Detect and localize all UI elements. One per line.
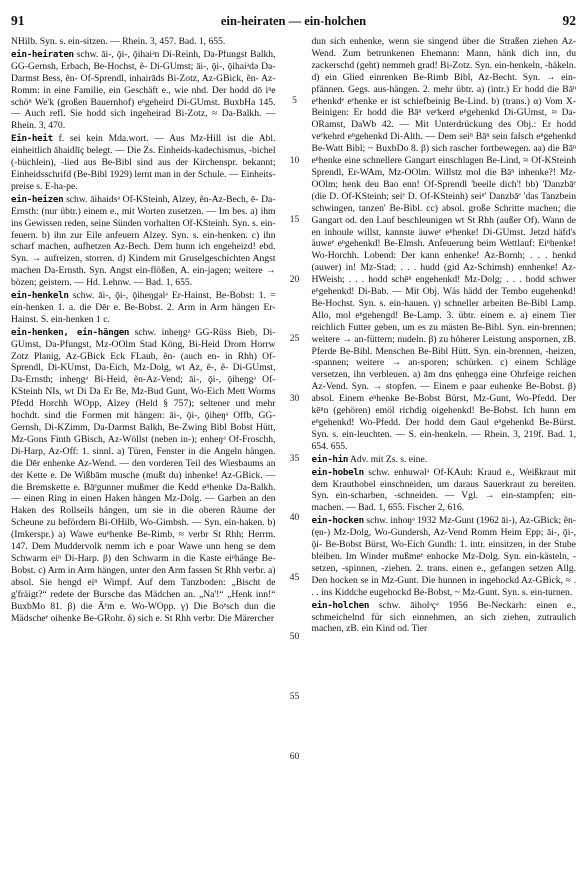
entry-lemma: ein-hocken [311, 515, 364, 527]
entry-text: schw. inhoŋᵊ 1932 Mz-Gunt (1962 āi-), Az-GBick; ẽn- (ęn-) Mz-Dolg, Wo-Gundersh, Az-Vend Romm Heim Epp; āi-, ǭi-, ǭi- Be-Bobst Bürst, Wo-Eich Gundh: 1. intr. einsitzen, in der Stube bleiben. Im Winder mußmeᵉ enhocke Mz-Dolg. Syn. ein-kästeln, -setzen, -spinnen, -ziehen. 2. trans. einen e., gefangen setzen Allg. Den hocken se in Mz-Gunt. Die hunnen in ingehockd Az-GBick, ≈ . . . ins Kiddche eugehockd Be-Bobst, ~ Mz-Gunt. Syn. s. ein-turnen. [311, 515, 576, 598]
entry-lemma: ein-holchen [311, 599, 370, 611]
dictionary-entry [312, 467, 577, 515]
entry-lemma: ein-heiraten [11, 48, 74, 60]
entry-text: NHilb. Syn. s. ein-sitzen. — Rhein. 3, 457. Bad. 1, 655. [11, 36, 226, 47]
line-number: 50 [289, 632, 300, 643]
dictionary-entry [11, 49, 276, 132]
line-number: 60 [289, 751, 300, 762]
entry-lemma: Ein-heit [11, 133, 53, 145]
dictionary-entry [11, 194, 276, 289]
dictionary-entry [11, 290, 276, 326]
page-header [11, 10, 576, 32]
line-number: 15 [289, 215, 300, 226]
line-number: 5 [292, 96, 297, 106]
entry-lemma: ein-henken, ein-hängen [11, 326, 130, 338]
line-number: 55 [289, 692, 300, 702]
dictionary-entry [11, 327, 276, 625]
entry-text: schw. enhuwəlᵊ Of-KAuh: Kraud e., Weißkraut mit dem Krauthobel einschneiden, um daraus Sauerkraut zu bereiten. Syn. ein-scharben, -schneiden. — Vgl. → ein-stampfen; ein-machen. — Bad. 1, 655. Fischer 2, 616. [311, 466, 576, 514]
entry-text: f. sei kein Mda.wort. — Aus Mz-Hill ist die Abl. einheitlich āhaidlīç belegt. — Die Zs. Einheids-kadechismus, -bichel (-büchlein), -lied aus Be-Bibl sind aus der Kirchenspr. bekannt; Einheidsschrifd (Be-Bibl 1929) lernt man in der Schule. — Einheits-preise s. E-ha-pe. [11, 133, 276, 192]
dictionary-entry [11, 133, 276, 193]
line-number: 45 [289, 572, 300, 583]
line-number: 30 [289, 394, 300, 404]
dictionary-entry [312, 600, 577, 636]
right-column [306, 36, 577, 868]
two-column-body [11, 36, 576, 868]
line-number-gutter [284, 36, 306, 868]
entry-text: schw. āiholᵊçᵊ 1956 Be-Neckarh: einen e., schmeichelnd für sich einnehmen, an sich ziehen, zutraulich machen, zB. ein Kind od. Tier [311, 599, 576, 635]
line-number: 40 [289, 513, 300, 524]
left-column [11, 36, 284, 868]
dictionary-entry [312, 36, 577, 453]
line-number: 10 [289, 155, 300, 166]
entry-lemma: ein-heizen [11, 193, 64, 205]
dictionary-entry [11, 36, 276, 48]
entry-text: Adv. mit Zs. s. eine. [348, 453, 428, 465]
entry-lemma: ein-hobeln [311, 466, 364, 478]
dictionary-entry [312, 515, 577, 598]
entry-lemma: ein-henkeln [11, 290, 69, 302]
entry-text: schw. āi-, ǭi-, ǭihaiᵊn Di-Reinh, Da-Pfungst Balkh, GG-Gernsh, Erbach, Be-Hochst, ẽ- Di-GUmst; āi-, ǭi-, ǭihaiᵊdə Da-Darmst Bess, ẽn- Of-Sprendl, inhairāds Bi-Zotz, Az-GBick, ẽn- Az-Romm: in eine Familie, ein Geschäft e., wie nhd. Der hodd dō iⁿe schöⁿ We'k (großen Bauernhof) eⁿgeheird Di-GUmst. BuxbHa 145. — Auch refl. Sie hodd sich ingeheirad Bi-Zotz, ≈ Da-Balkh. — Rhein. 3, 470. [11, 48, 276, 132]
page-number-right: 92 [562, 13, 576, 28]
entry-text: schw. āihaidsᵊ Of-KSteinh, Alzey, ẽn-Az-Bech, ē- Da-Ernsth: (nur übtr.) einem e., mit Worten zusetzen. — Im bes. a) ihm ins Gewissen reden, seine Sünden vorhalten Of-KSteinh. Syn. s. ein-feuern. b) ihn zur Eile anfeuern Alzey. Syn. s. ein-henken. c) ihn scharf machen, aufhetzen Az-Bech. Dem hunn ich engeheizd! ebd. Syn. → aufreizen, storren. d) Kindern mit Gruselgeschichten Angst machen Da-Ernsth. Syn. Angst ein-flößen, A. ein-jagen; weitere → bözen; geistern. — Hd. Lehnw. — Bad. 1, 655. [11, 193, 276, 289]
page-number-left: 91 [11, 13, 25, 28]
line-number: 20 [289, 274, 300, 285]
entry-text: schw. inheŋgᵊ GG-Rüss Bieb, Di-GUmst, Da-Pfungst, Mz-OOlm Stad Köng, Bi-Heid Drom Horrw Zotz Planig, Az-GBick Eck FLaub, ẽn- (auch en- in Rhh) Of-Sprendl, Di-KUmst, Da-Eich, Mz-Dolg, wt Az, ẽ-, ẽ- Di-GUmst, Da-Ernsth; inheŋgᵊ Bi-Heid, ẽn-Az-Vend; āi-, ǭi-, ǭiheŋgᵊ Of-KSteinh NIs, wt Di Da Er Be, Mz-Bud Gunt, Wo-Eich Mett Worms Pfedd Horchh WOpp, Alzey (Held § 757); seltener und mehr hochdt. sind die Formen mit hängen: āi-, ǭi-, ǭiheŋᵊ Offb, GG-Gernsh, Di-KZimm, Da-Darmst Balkh, Be-Zwing Bibl Bobst Hütt, Mz-Gons Finth GBisch, Az-Wöllst (neben in-); enheŋᵊ Of-Froschh, Di-Harp, Az-Off: 1. sinnl. a) Türen, Fenster in die Angeln hängen. die Dēr enhenke Az-Wend. — den vorderen Teil des Wiesbaums an der Kette e. De Wißbām musche (mußt du) inhenke! Az-GBick. — die Bremskette e. Bāᵉgunner mußmer die Kedd eⁿhenke Da-Balkh. — einen Ring in einen Haken hängen Mz-Dolg. — Garben an den Haken des Rollseils hängen, um sie in die oberen Räume der Scheune zu befördern Bi-OHilb, Wo-Gimbsh. — Syn. ein-haken. b) (Imkerspr.) a) Wawe euⁿhenke Be-Rimb, ≈ verbr St Rhh; Herrm. 147. Dem Muddervolk nemm ich e poar Wawe unn heng se dem Schwarm eiⁿ Di-Harp. β) den Schwarm in die Kaste eiⁿhänge Be-Bobst. c) Arm in Arm hängen, unter den Arm fassen St Rhh verbr. a) absol. Sie hengd eiⁿ Wimpf. Auf dem Tanzboden: „Bischt de g'fräigt?“ redete der Bursche das Mädchen an. „Na'!“ „Henk inn!“ BuxbMo 81. β) die Āᵉm e. Wo-WOpp. γ) Die Boᵉsch dun die Mädscheᵉ oihenke Be-GRohr. δ) sich e. St Rhh verbr. Die Märercher [11, 326, 276, 624]
dictionary-entry [312, 454, 577, 466]
entry-text: dun sich enhenke, wenn sie singend über die Straßen ziehen Az-Wend. Zum betrunkenen Ehemann: Mann, hänk dich inn, du zackerschd (geht) nemmeh grad! Bi-Zotz. Syn. ein-henkeln, -häkeln. d) ein Glied einrenken Be-Rimb Bibl, Az-Becht. Syn. → ein-pfännen. Gegs. aus-hängen. 2. mehr übtr. a) (intr.) Er hodd die Bāⁿ eᵉhenkdᵉ eᵉhenke er ist schiefbeinig Be-Lind. b) (trans.) α) Vom X-Beinigen: Er hodd die Bāⁿ veᵉkerd eⁿgehenkd Di-GUmst, ≈ Da-ORamst, DaWb 42. — Mit Unterdrückung des Obj.: Er hodd veᵉkehrd eⁿgehenkd Di-Alth. — Dem seiⁿ Bāⁿ sein falsch eⁿgehenkd Be-Watt Bibl; ~ BuxbDo 8. β) sich rascher fortbewegen. aa) die Bāⁿ eⁿhenke eine schnellere Gangart einschlagen Be-Lind, ≈ Of-KSteinh Sprendl, Er-WAm, Mz-OOlm. Willstz mol die Bāⁿ inhenke?! Mz-OOlm; henk deu Bao enn! Of-Sprendl 'beeile dich'! bb) 'Danzbāᵉ (die D. Of-KSteinh; seiᵉ D. Of-KSteinh) seiⁿ' Danzbāᵉ 'das Tanzbein schwingen, tanzen' Be-Bibl. cc) absol. große Schritte machen; die Gangart od. den Lauf beschleunigen wt St Rhh (außer Of). Wann de en inhoule willst, kannste äuweᵉ eⁿhenke! Di-GUmst. Jetzd häfd's äuweᵉ eⁿgehenkd! Be-Elmsh. Anfeuerung beim Wettlauf: Eiⁿhenke! Wo-Horchh. Lobend: Der kann enhenke! Az-Bornh; . . . henkd (auwer) in! Mz-Stad; . . . hudd (gid Az-Schimsh) ennhenke! Az-HWeish; . . . hodd schēⁿ engehenkd! Mz-Dolg; . . . hodd schwer eⁿgehenkd! Di-Bab. — Mit Obj. Wäs hädd der Tembo eugehenkd! Be-Hochst. Syn. s. ein-hauen. γ) schneller arbeiten Be-Bibl Lamp. Allo, mol eⁿgehengd! Be-Lamp. 3. übtr. einem e. a) einem Tier reichlich Futter geben, um es zu mästen Be-Bibl. Syn. ein-brennen; weitere → an-füttern; nudeln. β) zu höherer Leistung anspornen, zB. Pferde Be-Bibl. Menschen Be-Bibl Hütt. Syn. ein-brennen, -heizen, -spannen; weitere → an-sporen; schürken. c) einem Schläge versetzen, ihn verbleuen. a) ām dns ęnheŋgə eine Ohrfeige reichen Az-Vend. Syn. → stopfen. — Einem e paar euhenke Be-Bobst. β) absol. Einem eⁿhenke Be-Bobst Bürst, Mz-Gunt, Wo-Pfedd. Der kēⁿn (gehören) emöl richdig oigehenkd! Be-Bobst. Ich hunn em eⁿgehenkd! Wo-Pfedd. Der hodd dem Gaul eⁿgehenkd Be-Bürst. Syn. s. ein-leuchten. — S. ein-henkeln. — Rhein. 3, 219f. Bad. 1, 654. 655. [311, 36, 576, 452]
running-head: ein-heiraten — ein-holchen [220, 13, 367, 28]
line-number: 25 [289, 334, 300, 345]
line-number: 35 [289, 453, 300, 464]
entry-text: schw. āi-, ǭi-, ǭiheŋgəlᵊ Er-Hainst, Be-Bobst: 1. = ein-henken 1. a. die Dēr e. Be-Bobst. 2. Arm in Arm hängen Er-Hainst. S. ein-henken 1 c. [11, 290, 276, 325]
entry-lemma: ein-hin [311, 453, 349, 465]
